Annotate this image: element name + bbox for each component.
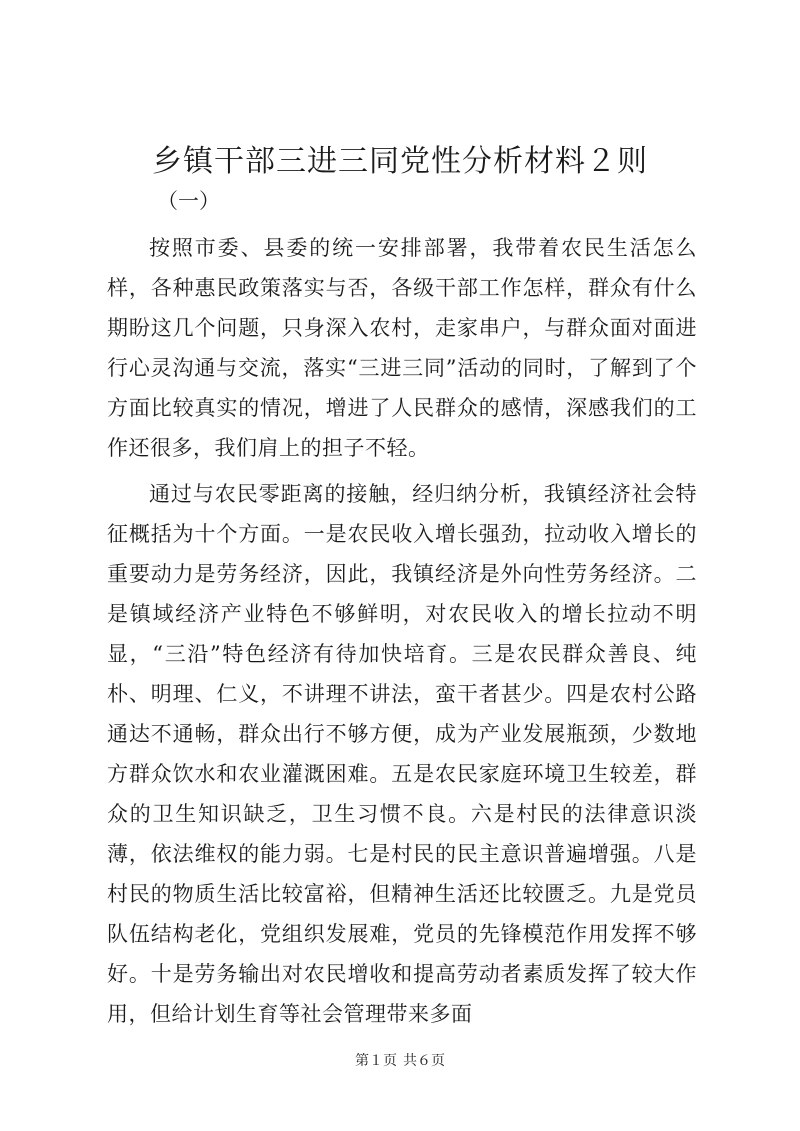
page-number: 第１页 [355,1053,397,1069]
page-total: 共６页 [403,1053,445,1069]
paragraph-1: 按照市委、县委的统一安排部署，我带着农民生活怎么样，各种惠民政策落实与否，各级干部工作怎样，群众有什么期盼这几个问题，只身深入农村，走家串户，与群众面对面进行心灵沟通与交流，落实“三进三同”活动的同时，了解到了个方面比较真实的情况，增进了人民群众的感情，深感我们的工作还很多，我们肩上的担子不轻。 [107,236,697,460]
section-label: （一） [157,189,220,213]
paragraph-2: 通过与农民零距离的接触，经归纳分析，我镇经济社会特征概括为十个方面。一是农民收入增长强劲，拉动收入增长的重要动力是劳务经济，因此，我镇经济是外向性劳务经济。二是镇域经济产业特色不够鲜明，对农民收入的增长拉动不明显，“三沿”特色经济有待加快培育。三是农民群众善良、纯朴、明理、仁义，不讲理不讲法，蛮干者甚少。四是农村公路通达不通畅，群众出行不够方便，成为产业发展瓶颈，少数地方群众饮水和农业灌溉困难。五是农民家庭环境卫生较差，群众的卫生知识缺乏，卫生习惯不良。六是村民的法律意识淡薄，依法维权的能力弱。七是村民的民主意识普遍增强。八是村民的物质生活比较富裕，但精神生活还比较匮乏。九是党员队伍结构老化，党组织发展难，党员的先锋模范作用发挥不够好。十是劳务输出对农民增收和提高劳动者素质发挥了较大作用，但给计划生育等社会管理带来多面 [107,482,697,1026]
page-footer [0,1051,800,1071]
document-title: 乡镇干部三进三同党性分析材料２则 [152,144,648,179]
document-body [107,228,697,1034]
